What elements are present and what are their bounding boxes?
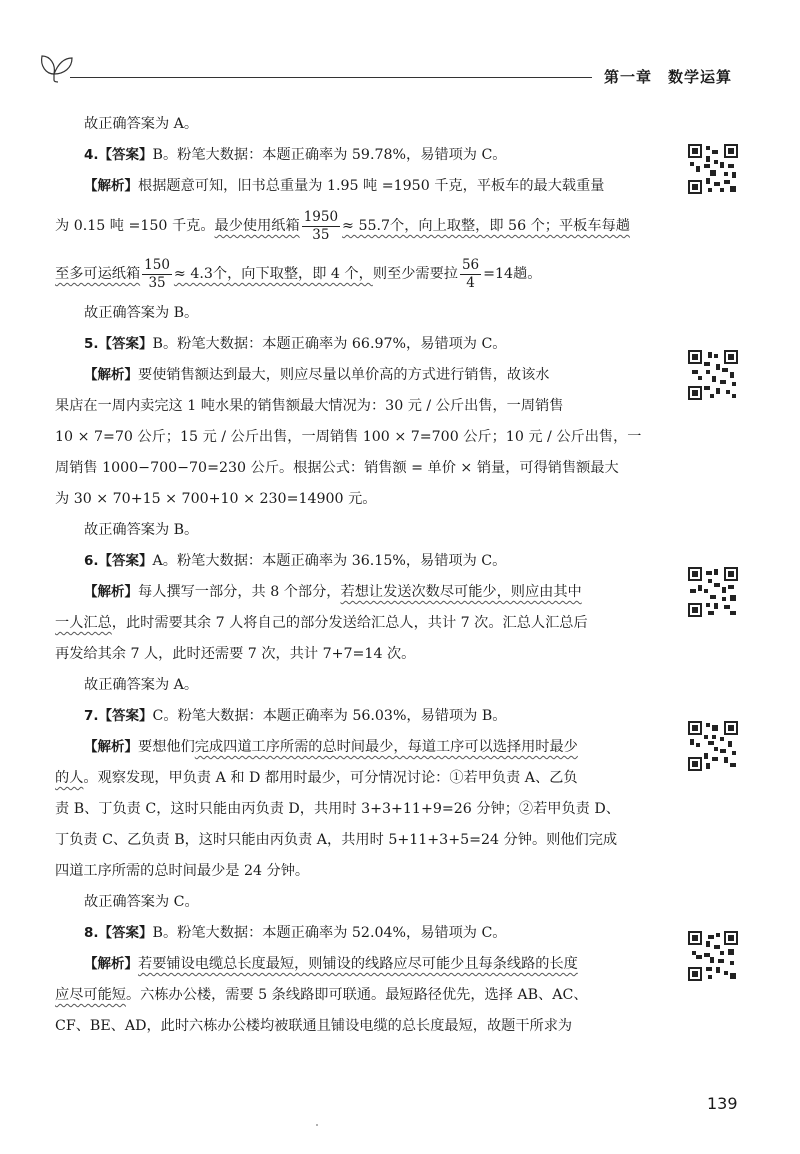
conclusion-line: 故正确答案为 B。: [84, 522, 199, 538]
analysis-text: 为 0.15 吨 =150 千克。: [55, 218, 215, 234]
answer-text: C。粉笔大数据：本题正确率为 56.03%，易错项为 B。: [152, 708, 507, 724]
scan-speck: [316, 1124, 318, 1126]
fraction-numerator: 1950: [303, 208, 339, 225]
q4-analysis-line-3: [55, 250, 665, 298]
fraction-denominator: 35: [312, 226, 330, 243]
wavy-emphasis: 的人: [55, 770, 84, 786]
q5-analysis-line-5: 为 30 × 70+15 × 700+10 × 230=14900 元。: [55, 491, 377, 507]
analysis-text: 至多可运纸箱: [55, 266, 141, 282]
analysis-tag: 【解析】: [84, 367, 138, 383]
answer-tag: 5.【答案】: [84, 336, 153, 352]
page-body: [55, 109, 665, 1042]
analysis-text: =14趟。: [483, 266, 542, 282]
answer-tag: 8.【答案】: [84, 925, 153, 941]
q8-analysis-line-1: [55, 949, 665, 980]
wavy-emphasis: [55, 256, 373, 291]
analysis-text: 每人撰写一部分，共 8 个部分，: [138, 584, 341, 600]
fraction-denominator: 4: [466, 274, 475, 291]
q6-answer: [55, 546, 665, 577]
analysis-text: 要使销售额达到最大，则应尽量以单价高的方式进行销售，故该水: [138, 367, 550, 383]
q7-analysis-line-4: 丁负责 C、乙负责 B，这时只能由丙负责 A，共用时 5+11+3+5=24 分钟。则他们完成: [55, 832, 618, 848]
q7-analysis-line-3: 责 B、丁负责 C，这时只能由丙负责 D，共用时 3+3+11+9=26 分钟；②若甲负责 D、: [55, 801, 620, 817]
q7-answer: [55, 701, 665, 732]
q6-analysis-line-3: 再发给其余 7 人，此时还需要 7 次，共计 7+7=14 次。: [55, 646, 416, 662]
answer-text: A。粉笔大数据：本题正确率为 36.15%，易错项为 C。: [152, 553, 507, 569]
q8-answer: [55, 918, 665, 949]
answer-tag: 6.【答案】: [84, 553, 153, 569]
q7-analysis-line-1: [55, 732, 665, 763]
wavy-emphasis: [214, 208, 559, 243]
analysis-text: 根据题意可知，旧书总重量为 1.95 吨 =1950 千克，平板车的最大载重量: [138, 178, 605, 194]
q8-analysis-line-2: [55, 980, 665, 1011]
analysis-text: 则至少需要拉: [372, 266, 458, 282]
qr-code-icon: [688, 144, 738, 194]
q7-analysis-line-2: [55, 763, 665, 794]
qr-code-icon: [688, 567, 738, 617]
q5-analysis-line-1: [55, 360, 665, 391]
analysis-tag: 【解析】: [84, 178, 138, 194]
wavy-emphasis: 若要铺设电缆总长度最短，则铺设的线路应尽可能少且每条线路的长度: [138, 956, 578, 972]
analysis-tag: 【解析】: [84, 739, 138, 755]
q7-analysis-line-5: 四道工序所需的总时间最少是 24 分钟。: [55, 863, 310, 879]
analysis-text: 要想他们: [138, 739, 195, 755]
q5-analysis-line-2: 果店在一周内卖完这 1 吨水果的销售额最大情况为：30 元 / 公斤出售，一周销售: [55, 398, 564, 414]
q5-analysis-line-4: 周销售 1000−700−70=230 公斤。根据公式：销售额 = 单价 × 销量，可得销售额最大: [55, 460, 619, 476]
qr-code-icon: [688, 350, 738, 400]
analysis-tag: 【解析】: [84, 584, 138, 600]
analysis-text: ≈ 4.3个，向下取整，即 4 个，: [173, 266, 373, 282]
q4-analysis-line-1: [55, 171, 665, 202]
q6-analysis-line-1: [55, 577, 665, 608]
analysis-text: 。观察发现，甲负责 A 和 D 都用时最少，可分情况讨论：①若甲负责 A、乙负: [83, 770, 578, 786]
page-number: 139: [707, 1094, 738, 1113]
answer-tag: 4.【答案】: [84, 147, 153, 163]
fraction: [302, 209, 340, 244]
wavy-emphasis: 若想让发送次数尽可能少，则应由其中: [340, 584, 582, 600]
page-header: [0, 0, 800, 100]
fraction-denominator: 35: [148, 274, 166, 291]
chapter-title: 数学运算: [668, 68, 733, 86]
wavy-emphasis: 一人汇总: [55, 615, 112, 631]
conclusion-line: 故正确答案为 B。: [84, 305, 199, 321]
conclusion-line: 故正确答案为 C。: [84, 894, 199, 910]
answer-text: B。粉笔大数据：本题正确率为 59.78%，易错项为 C。: [152, 147, 507, 163]
answer-tag: 7.【答案】: [84, 708, 153, 724]
header-rule: [70, 77, 592, 78]
answer-text: B。粉笔大数据：本题正确率为 66.97%，易错项为 C。: [152, 336, 507, 352]
analysis-text: 。六栋办公楼，需要 5 条线路即可联通。最短路径优先，选择 AB、AC、: [125, 987, 588, 1003]
qr-code-icon: [688, 931, 738, 981]
analysis-text: 最少使用纸箱: [214, 218, 300, 234]
q4-analysis-line-2: [55, 202, 665, 250]
q5-analysis-line-3: 10 × 7=70 公斤；15 元 / 公斤出售，一周销售 100 × 7=700 公斤；10 元 / 公斤出售，一: [55, 429, 642, 445]
fraction: [460, 257, 481, 292]
analysis-text: ，此时需要其余 7 人将自己的部分发送给汇总人，共计 7 次。汇总人汇总后: [111, 615, 588, 631]
answer-text: B。粉笔大数据：本题正确率为 52.04%，易错项为 C。: [152, 925, 507, 941]
q4-answer: [55, 140, 665, 171]
analysis-tag: 【解析】: [84, 956, 138, 972]
conclusion-line: 故正确答案为 A。: [84, 677, 199, 693]
analysis-text: ≈ 55.7个，向上取整，即 56 个；: [342, 218, 559, 234]
q6-analysis-line-2: [55, 608, 665, 639]
q8-analysis-line-3: CF、BE、AD，此时六栋办公楼均被联通且铺设电缆的总长度最短，故题干所求为: [55, 1018, 573, 1034]
wavy-emphasis: 平板车每趟: [558, 218, 630, 234]
fraction: [142, 257, 172, 292]
sprout-leaf-icon: [38, 44, 74, 84]
q5-answer: [55, 329, 665, 360]
conclusion-line: 故正确答案为 A。: [84, 116, 199, 132]
fraction-numerator: 150: [144, 256, 170, 273]
qr-code-icon: [688, 721, 738, 771]
wavy-emphasis: 完成四道工序所需的总时间最少，每道工序可以选择用时最少: [194, 739, 578, 755]
chapter-heading: [604, 66, 732, 87]
wavy-emphasis: 应尽可能短: [55, 987, 126, 1003]
fraction-numerator: 56: [461, 256, 480, 273]
chapter-number: 第一章: [604, 68, 653, 86]
